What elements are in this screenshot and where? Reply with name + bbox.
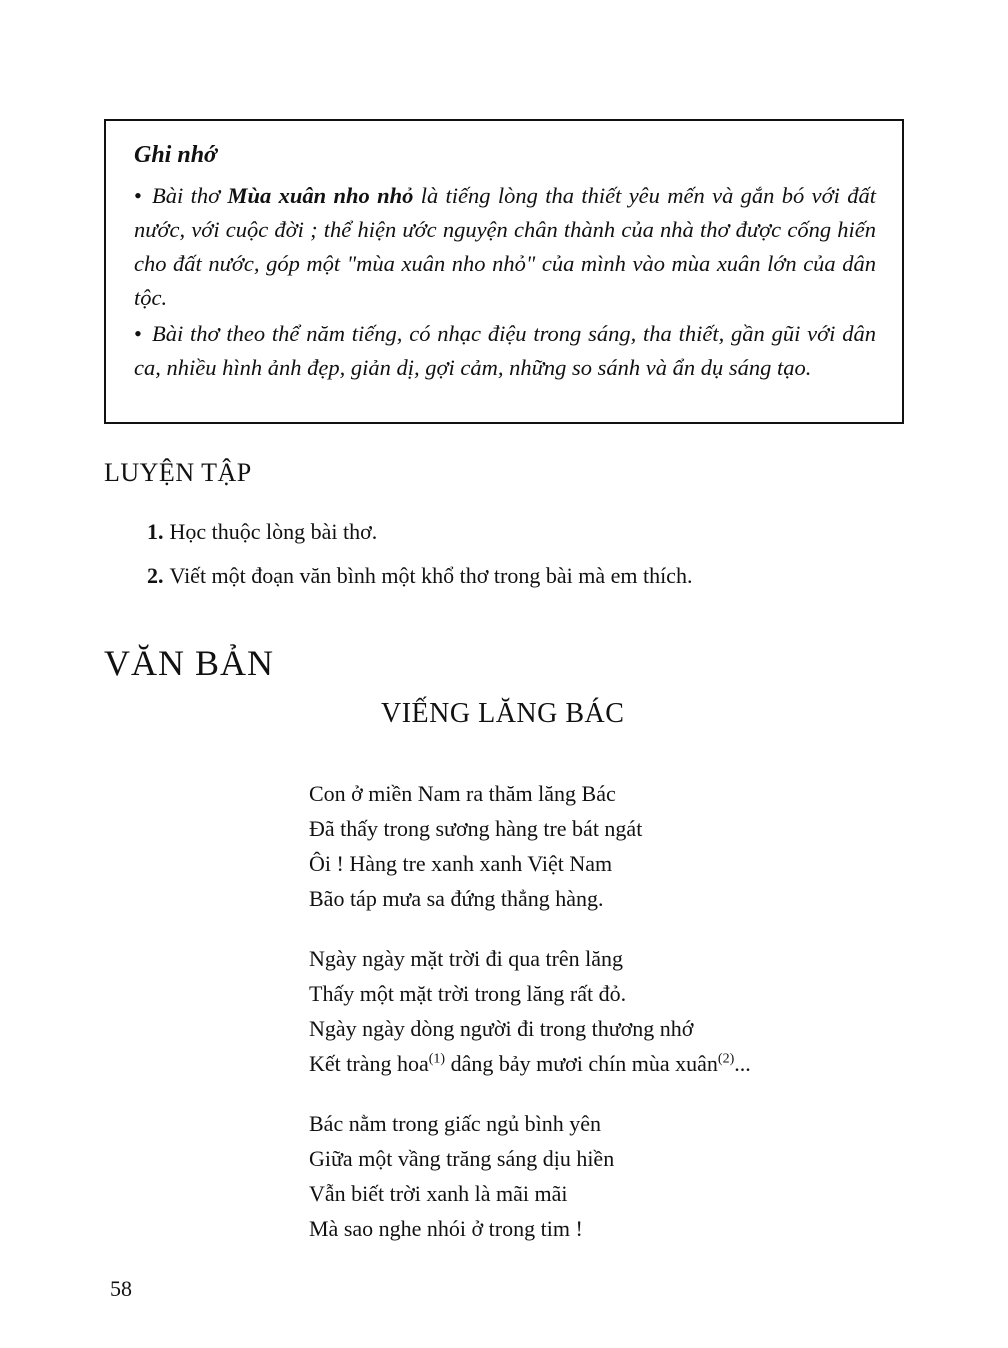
line-part: ... — [734, 1051, 751, 1076]
poem-line: Con ở miền Nam ra thăm lăng Bác — [309, 781, 616, 806]
page-number: 58 — [110, 1276, 132, 1301]
poem-line: Ngày ngày mặt trời đi qua trên lăng — [309, 946, 624, 971]
exercise-number: 2. — [147, 563, 164, 588]
poem-line: Mà sao nghe nhói ở trong tim ! — [309, 1216, 583, 1241]
exercise-number: 1. — [147, 519, 164, 544]
text-section-heading: VĂN BẢN — [104, 643, 275, 683]
poem-line: Ngày ngày dòng người đi trong thương nhớ — [309, 1016, 694, 1041]
remember-title: Ghi nhớ — [134, 142, 217, 168]
poem — [309, 776, 751, 1271]
stanza-1 — [309, 776, 751, 916]
remember-point-1-post: là tiếng lòng tha thiết yêu mến và gắn bó với đất nước, với cuộc đời ; thể hiện ước nguyện chân thành của nhà thơ được cống hiến cho đất nước, góp một "mùa xuân nho nhỏ" của mình vào mùa xuân lớn của dân tộc. — [134, 183, 876, 310]
line-part: Kết tràng hoa — [309, 1051, 429, 1076]
footnote-ref-1: (1) — [428, 1051, 446, 1067]
stanza-2 — [309, 941, 751, 1081]
exercise-item — [147, 559, 692, 603]
remember-point-1-pre: Bài thơ — [152, 183, 228, 208]
bullet-icon: • — [134, 183, 142, 208]
remember-box — [104, 119, 904, 424]
poem-line-footnoted — [309, 1046, 751, 1081]
poem-line: Vẫn biết trời xanh là mãi mãi — [309, 1181, 568, 1206]
exercise-text: Viết một đoạn văn bình một khổ thơ trong bài mà em thích. — [169, 563, 693, 588]
poem-title: VIẾNG LĂNG BÁC — [381, 698, 625, 729]
bullet-icon: • — [134, 321, 142, 346]
poem-line: Giữa một vầng trăng sáng dịu hiền — [309, 1146, 615, 1171]
poem-line: Ôi ! Hàng tre xanh xanh Việt Nam — [309, 851, 613, 876]
line-part: dâng bảy mươi chín mùa xuân — [445, 1051, 718, 1076]
exercise-list — [147, 515, 692, 603]
poem-line: Bão táp mưa sa đứng thẳng hàng. — [309, 886, 604, 911]
poem-line: Thấy một mặt trời trong lăng rất đỏ. — [309, 981, 627, 1006]
remember-point-1-title: Mùa xuân nho nhỏ — [227, 183, 414, 208]
remember-point-1 — [134, 179, 876, 315]
remember-point-2-text: Bài thơ theo thể năm tiếng, có nhạc điệu trong sáng, tha thiết, gần gũi với dân ca, nhiều hình ảnh đẹp, giản dị, gợi cảm, những so sánh và ẩn dụ sáng tạo. — [134, 321, 876, 380]
stanza-3 — [309, 1106, 751, 1246]
practice-heading: LUYỆN TẬP — [104, 458, 252, 487]
footnote-ref-2: (2) — [717, 1051, 735, 1067]
poem-line: Bác nằm trong giấc ngủ bình yên — [309, 1111, 602, 1136]
exercise-item — [147, 515, 692, 559]
exercise-text: Học thuộc lòng bài thơ. — [169, 519, 378, 544]
remember-point-2 — [134, 317, 876, 385]
poem-line: Đã thấy trong sương hàng tre bát ngát — [309, 816, 643, 841]
